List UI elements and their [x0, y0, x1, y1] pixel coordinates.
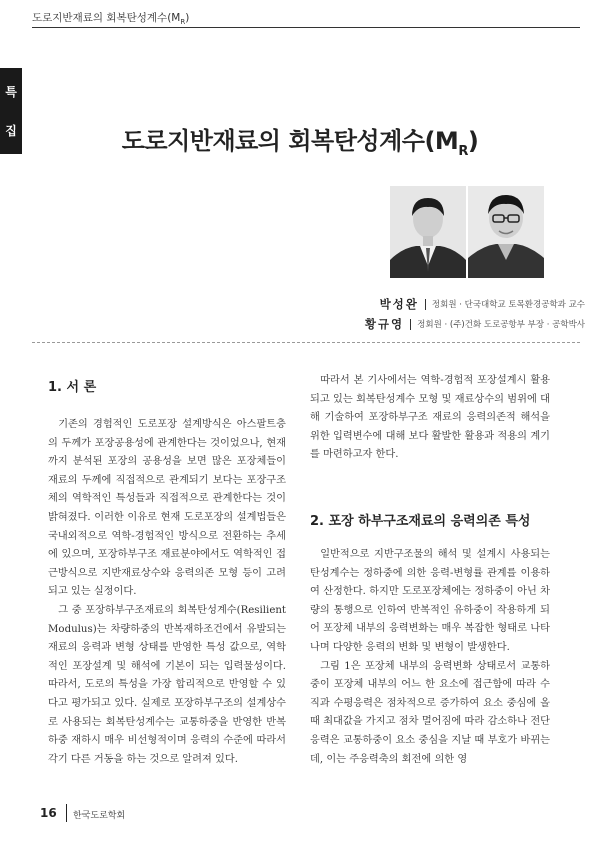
author-photo-2	[468, 186, 544, 278]
right-column-intro	[310, 372, 550, 465]
article-title: 도로지반재료의 회복탄성계수$(M_R)$	[121, 127, 479, 159]
section-heading-stress-dependency: 2. 포장 하부구조재료의 응력의존 특성	[310, 514, 531, 529]
author-separator	[425, 299, 426, 310]
right-column-text	[310, 546, 550, 769]
body-paragraph: 일반적으로 지반구조물의 해석 및 설계시 사용되는 탄성계수는 정하중에 의한 응력-변형률 관계를 이용하여 산정한다. 하지만 도로포장체에는 정하중이 아닌 차량의 통행으로 인하여 반복적인 유하중이 작용하게 되어 포장체 내부의 응력변화는 매우 복잡한 형태로 나타나며 다양한 응력의 변화 및 변형이 발생한다.	[310, 549, 550, 653]
author-row	[300, 316, 585, 332]
author-name: 박성완	[379, 297, 419, 311]
author-separator	[410, 319, 411, 330]
body-paragraph: 그림 1은 포장체 내부의 응력변화 상태로서 교통하중이 포장체 내부의 어느 한 요소에 접근함에 따라 수직과 수평응력은 점차적으로 증가하여 요소 중심에 올 때 최대값을 가지고 점차 멀어짐에 따라 감소하나 전단응력은 교통하중이 요소 중심을 지날 때 부호가 바뀌는데, 이는 주응력축의 회전에 의한 영	[310, 660, 550, 765]
running-header: 도로지반재료의 회복탄성계수$(M_R)$	[32, 6, 580, 28]
author-affiliation: 정회원 · (주)건화 도로공항부 부장 · 공학박사	[417, 320, 585, 330]
section-heading-introduction: 1. 서 론	[48, 380, 97, 395]
publication-name: 한국도로학회	[73, 811, 126, 821]
page-number: 16	[40, 806, 57, 820]
footer-separator	[66, 804, 67, 822]
body-paragraph: 따라서 본 기사에서는 역학-경험적 포장설계시 활용되고 있는 회복탄성계수 모형 및 재료상수의 범위에 대해 기술하여 포장하부구조 재료의 응력의존적 해석을 위한 입력변수에 대해 보다 활발한 활용과 적용의 계기를 마련하고자 한다.	[310, 375, 550, 461]
side-tab-char: 특	[5, 85, 17, 99]
left-column-text	[48, 416, 286, 769]
body-paragraph: 그 중 포장하부구조재료의 회복탄성계수(Resilient Modulus)는 차량하중의 반복재하조건에서 유발되는 재료의 응력과 변형 상태를 반영한 특성 값으로, 역학적인 포장설계 및 해석에 기본이 되는 입력물성이다. 따라서, 도로의 특성을 가장 합리적으로 반영할 수 있다고 평가되고 있다. 실제로 포장하부구조의 설계상수로 사용되는 회복탄성계수는 교통하중을 반영한 반복하중 재하시 매우 비선형적이며 응력의 수준에 따라서 각기 다른 거동을 하는 것으로 알려져 있다.	[48, 604, 286, 765]
author-photo-1	[390, 186, 466, 278]
author-block	[300, 296, 585, 336]
section-divider	[32, 342, 580, 343]
body-paragraph: 기존의 경험적인 도로포장 설계방식은 아스팔트층의 두께가 포장공용성에 관계한다는 것이었으나, 현재까지 분석된 포장의 공용성을 보면 많은 포장체들이 재료의 두께에 직접적으로 관계되기 보다는 포장구조체의 역학적인 특성들과 직접적으로 관계한다는 것이 밝혀졌다. 이러한 이유로 현재 도로포장의 설계법들은 국내외적으로 역학-경험적인 방식으로 전환하는 추세에 있으며, 포장하부구조 재료분야에서도 역학적인 접근방식으로 지반재료상수와 응력의존 모형 등이 고려되고 있는 실정이다.	[48, 419, 286, 598]
side-tab-char: 집	[5, 124, 17, 138]
author-name: 황규영	[364, 317, 405, 331]
author-row	[300, 296, 585, 312]
author-affiliation: 정회원 · 단국대학교 토목환경공학과 교수	[431, 300, 585, 310]
